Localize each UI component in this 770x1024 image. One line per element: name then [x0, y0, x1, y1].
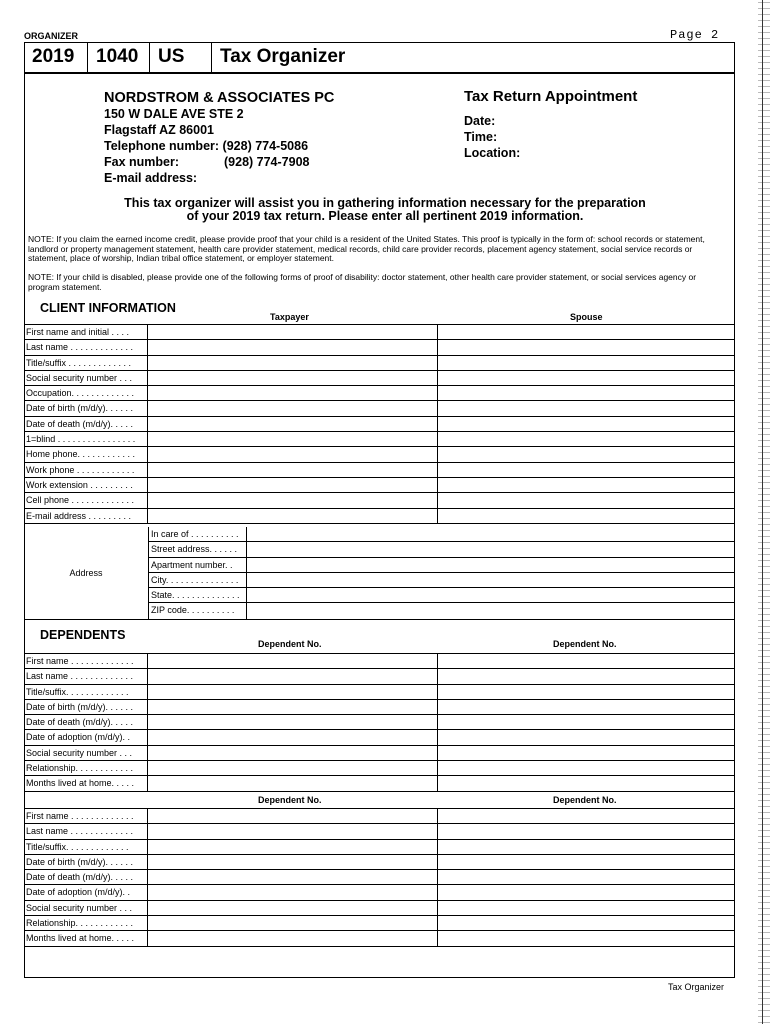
- row-label: Home phone. . . . . . . . . . . .: [24, 447, 148, 461]
- input-cell-right[interactable]: [438, 356, 735, 370]
- table-row: [24, 700, 735, 715]
- input-cell-left[interactable]: [148, 715, 438, 729]
- input-cell-right[interactable]: [438, 776, 735, 790]
- table-row: [24, 463, 735, 478]
- input-cell-right[interactable]: [438, 809, 735, 823]
- input-cell-right[interactable]: [438, 340, 735, 354]
- intro-line1: This tax organizer will assist you in gathering information necessary for the preparation: [124, 196, 646, 210]
- appointment-block: [464, 88, 637, 161]
- address-label: Address: [24, 527, 149, 619]
- input-cell-left[interactable]: [148, 654, 438, 668]
- table-row: [24, 840, 735, 855]
- dependent-no-heading-4: Dependent No.: [553, 795, 617, 805]
- input-cell-right[interactable]: [438, 325, 735, 339]
- table-row: [24, 401, 735, 416]
- row-label: Date of death (m/d/y). . . . .: [24, 715, 148, 729]
- address-input[interactable]: [247, 527, 735, 541]
- row-label: Last name . . . . . . . . . . . . .: [24, 824, 148, 838]
- row-label: First name . . . . . . . . . . . . .: [24, 809, 148, 823]
- input-cell-left[interactable]: [148, 417, 438, 431]
- table-row: [24, 371, 735, 386]
- table-row: [24, 730, 735, 745]
- dependents-title: DEPENDENTS: [40, 628, 126, 642]
- table-row: [24, 356, 735, 371]
- input-cell-left[interactable]: [148, 809, 438, 823]
- title-cell: Tax Organizer: [220, 46, 346, 67]
- input-cell-right[interactable]: [438, 730, 735, 744]
- dependent-no-heading-1: Dependent No.: [258, 639, 322, 649]
- appointment-title: Tax Return Appointment: [464, 88, 638, 105]
- row-label: Title/suffix. . . . . . . . . . . . .: [24, 685, 148, 699]
- row-label: Work phone . . . . . . . . . . . .: [24, 463, 148, 477]
- input-cell-left[interactable]: [148, 356, 438, 370]
- table-row: [24, 478, 735, 493]
- input-cell-left[interactable]: [148, 885, 438, 899]
- input-cell-right[interactable]: [438, 931, 735, 945]
- input-cell-left[interactable]: [148, 371, 438, 385]
- input-cell-left[interactable]: [148, 509, 438, 523]
- input-cell-right[interactable]: [438, 493, 735, 507]
- client-table: [24, 324, 735, 524]
- input-cell-left[interactable]: [148, 761, 438, 775]
- intro-text: [60, 197, 710, 223]
- row-label: Last name . . . . . . . . . . . . .: [24, 669, 148, 683]
- address-row: [149, 558, 735, 573]
- input-cell-left[interactable]: [148, 931, 438, 945]
- address-row: [149, 603, 735, 618]
- table-row: [24, 885, 735, 900]
- input-cell-left[interactable]: [148, 840, 438, 854]
- taxpayer-heading: Taxpayer: [270, 312, 309, 322]
- address-rows: [149, 527, 735, 619]
- appointment-location: Location:: [464, 146, 521, 160]
- input-cell-right[interactable]: [438, 463, 735, 477]
- fax-value: (928) 774-7908: [224, 155, 310, 169]
- country-cell: US: [150, 42, 212, 72]
- organizer-label: ORGANIZER: [24, 31, 78, 41]
- table-row: [24, 901, 735, 916]
- client-info-title: CLIENT INFORMATION: [40, 301, 176, 315]
- address-row-label: City. . . . . . . . . . . . . . .: [149, 573, 247, 587]
- table-row: [24, 824, 735, 839]
- table-row: [24, 715, 735, 730]
- address-row: [149, 588, 735, 603]
- table-row: [24, 432, 735, 447]
- address-row: [149, 527, 735, 542]
- input-cell-left[interactable]: [148, 746, 438, 760]
- row-label: Date of birth (m/d/y). . . . . .: [24, 401, 148, 415]
- row-label: Date of death (m/d/y). . . . .: [24, 870, 148, 884]
- input-cell-left[interactable]: [148, 447, 438, 461]
- table-row: [24, 654, 735, 669]
- firm-name: NORDSTROM & ASSOCIATES PC: [104, 90, 335, 106]
- table-row: [24, 855, 735, 870]
- address-input[interactable]: [247, 542, 735, 556]
- table-row: [24, 746, 735, 761]
- input-cell-left[interactable]: [148, 325, 438, 339]
- address-block: [24, 527, 735, 620]
- input-cell-right[interactable]: [438, 700, 735, 714]
- form-cell: 1040: [88, 42, 150, 72]
- input-cell-left[interactable]: [148, 432, 438, 446]
- input-cell-right[interactable]: [438, 432, 735, 446]
- table-row: [24, 776, 735, 791]
- address-input[interactable]: [247, 588, 735, 602]
- row-label: Cell phone . . . . . . . . . . . . .: [24, 493, 148, 507]
- dependent-no-heading-2: Dependent No.: [553, 639, 617, 649]
- appointment-time: Time:: [464, 130, 498, 144]
- input-cell-left[interactable]: [148, 776, 438, 790]
- dependents-table-1: [24, 653, 735, 792]
- table-row: [24, 340, 735, 355]
- address-row-label: Apartment number. .: [149, 558, 247, 572]
- row-label: 1=blind . . . . . . . . . . . . . . . .: [24, 432, 148, 446]
- phone-label: Telephone number:: [104, 139, 220, 153]
- form-header: [24, 42, 735, 74]
- row-label: Date of birth (m/d/y). . . . . .: [24, 855, 148, 869]
- input-cell-left[interactable]: [148, 730, 438, 744]
- input-cell-left[interactable]: [148, 463, 438, 477]
- fax-label: Fax number:: [104, 155, 180, 169]
- input-cell-right[interactable]: [438, 654, 735, 668]
- row-label: Social security number . . .: [24, 371, 148, 385]
- input-cell-right[interactable]: [438, 685, 735, 699]
- year-cell: 2019: [24, 42, 88, 72]
- input-cell-right[interactable]: [438, 371, 735, 385]
- input-cell-right[interactable]: [438, 761, 735, 775]
- firm-block: [104, 90, 334, 186]
- row-label: First name and initial . . . .: [24, 325, 148, 339]
- row-label: Date of death (m/d/y). . . . .: [24, 417, 148, 431]
- row-label: Months lived at home. . . . .: [24, 931, 148, 945]
- dependent-no-heading-3: Dependent No.: [258, 795, 322, 805]
- address-row: [149, 542, 735, 557]
- table-row: [24, 870, 735, 885]
- address-input[interactable]: [247, 558, 735, 572]
- phone-value: (928) 774-5086: [222, 139, 309, 153]
- row-label: Title/suffix. . . . . . . . . . . . .: [24, 840, 148, 854]
- page-number: Page 2: [670, 28, 720, 42]
- appointment-date: Date:: [464, 114, 496, 128]
- input-cell-right[interactable]: [438, 478, 735, 492]
- intro-line2: of your 2019 tax return. Please enter all pertinent 2019 information.: [186, 209, 584, 223]
- row-label: Social security number . . .: [24, 746, 148, 760]
- input-cell-right[interactable]: [438, 916, 735, 930]
- firm-address1: 150 W DALE AVE STE 2: [104, 107, 244, 121]
- scan-edge: [758, 0, 770, 1024]
- email-label: E-mail address:: [104, 171, 198, 185]
- address-input[interactable]: [247, 573, 735, 587]
- row-label: Date of adoption (m/d/y). .: [24, 885, 148, 899]
- input-cell-right[interactable]: [438, 386, 735, 400]
- row-label: Title/suffix . . . . . . . . . . . . .: [24, 356, 148, 370]
- input-cell-left[interactable]: [148, 700, 438, 714]
- address-row-label: Street address. . . . . .: [149, 542, 247, 556]
- input-cell-right[interactable]: [438, 824, 735, 838]
- table-row: [24, 509, 735, 524]
- address-row-label: In care of . . . . . . . . . .: [149, 527, 247, 541]
- row-label: Months lived at home. . . . .: [24, 776, 148, 790]
- input-cell-left[interactable]: [148, 824, 438, 838]
- table-row: [24, 809, 735, 824]
- table-row: [24, 685, 735, 700]
- dependents-table-2: [24, 808, 735, 947]
- note-eic: NOTE: If you claim the earned income credit, please provide proof that your child is a resident of the United States. This proof is typically in the form of: school records or statement, landlord or property management statement, health care provider statement, medical records, child care provider records, placement agency statement, social service records or statement, place of worship, Indian tribal office statement, or employer statement.: [28, 234, 705, 263]
- input-cell-left[interactable]: [148, 493, 438, 507]
- address-row-label: State. . . . . . . . . . . . . .: [149, 588, 247, 602]
- table-row: [24, 916, 735, 931]
- input-cell-right[interactable]: [438, 746, 735, 760]
- input-cell-left[interactable]: [148, 386, 438, 400]
- input-cell-right[interactable]: [438, 509, 735, 523]
- spouse-heading: Spouse: [570, 312, 603, 322]
- table-row: [24, 931, 735, 946]
- firm-address2: Flagstaff AZ 86001: [104, 123, 214, 137]
- table-row: [24, 447, 735, 462]
- note-disabled: NOTE: If your child is disabled, please provide one of the following forms of proof of disability: doctor statement, other health care provider statement, or social services agency or program statement.: [28, 272, 697, 292]
- row-label: Relationship. . . . . . . . . . . .: [24, 916, 148, 930]
- row-label: Last name . . . . . . . . . . . . .: [24, 340, 148, 354]
- input-cell-right[interactable]: [438, 855, 735, 869]
- row-label: Occupation. . . . . . . . . . . . .: [24, 386, 148, 400]
- input-cell-right[interactable]: [438, 901, 735, 915]
- input-cell-right[interactable]: [438, 669, 735, 683]
- input-cell-right[interactable]: [438, 417, 735, 431]
- footer-label: Tax Organizer: [668, 982, 725, 992]
- input-cell-left[interactable]: [148, 401, 438, 415]
- table-row: [24, 386, 735, 401]
- input-cell-left[interactable]: [148, 870, 438, 884]
- row-label: First name . . . . . . . . . . . . .: [24, 654, 148, 668]
- input-cell-left[interactable]: [148, 478, 438, 492]
- input-cell-right[interactable]: [438, 870, 735, 884]
- table-row: [24, 417, 735, 432]
- row-label: Relationship. . . . . . . . . . . .: [24, 761, 148, 775]
- table-row: [24, 493, 735, 508]
- row-label: E-mail address . . . . . . . . .: [24, 509, 148, 523]
- table-row: [24, 669, 735, 684]
- input-cell-right[interactable]: [438, 840, 735, 854]
- table-row: [24, 761, 735, 776]
- input-cell-right[interactable]: [438, 447, 735, 461]
- row-label: Social security number . . .: [24, 901, 148, 915]
- table-row: [24, 325, 735, 340]
- input-cell-right[interactable]: [438, 885, 735, 899]
- input-cell-left[interactable]: [148, 340, 438, 354]
- address-row: [149, 573, 735, 588]
- input-cell-left[interactable]: [148, 901, 438, 915]
- address-input[interactable]: [247, 603, 735, 618]
- input-cell-left[interactable]: [148, 855, 438, 869]
- input-cell-right[interactable]: [438, 715, 735, 729]
- input-cell-left[interactable]: [148, 669, 438, 683]
- row-label: Work extension . . . . . . . . .: [24, 478, 148, 492]
- row-label: Date of adoption (m/d/y). .: [24, 730, 148, 744]
- row-label: Date of birth (m/d/y). . . . . .: [24, 700, 148, 714]
- input-cell-left[interactable]: [148, 685, 438, 699]
- address-row-label: ZIP code. . . . . . . . . .: [149, 603, 247, 618]
- input-cell-right[interactable]: [438, 401, 735, 415]
- input-cell-left[interactable]: [148, 916, 438, 930]
